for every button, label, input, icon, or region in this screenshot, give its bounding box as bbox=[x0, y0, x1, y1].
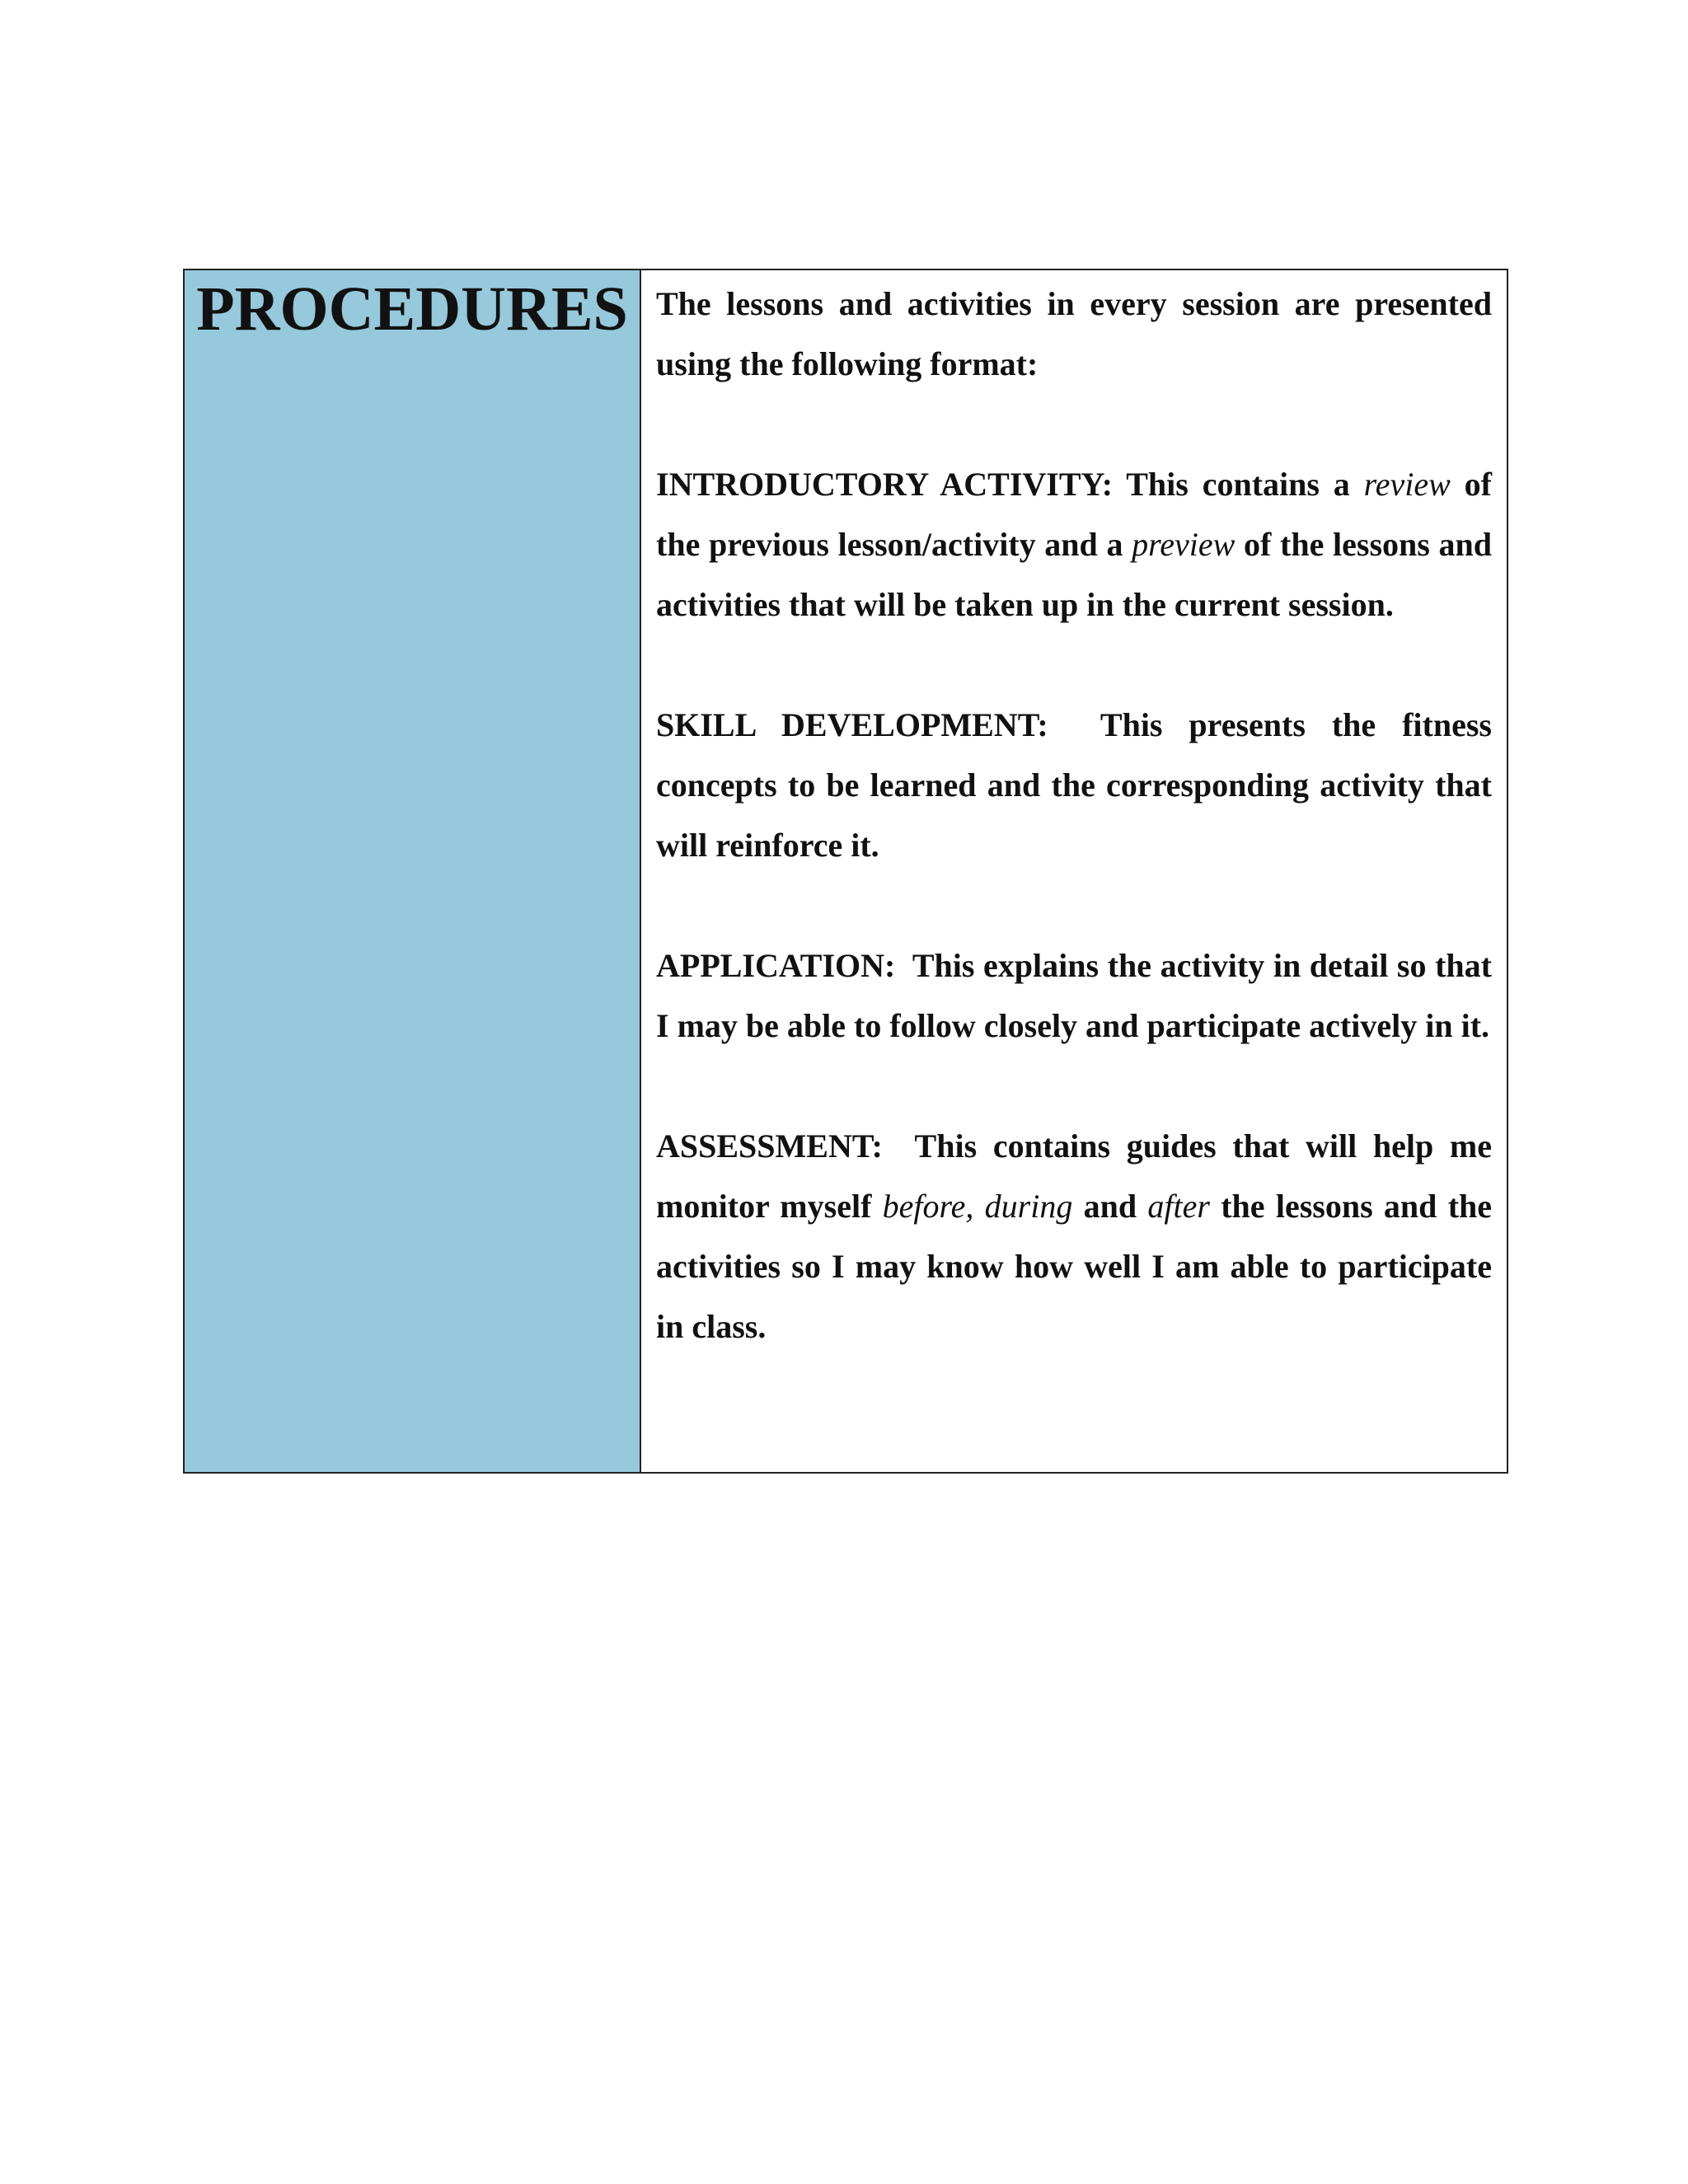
procedures-heading: PROCEDURES bbox=[196, 274, 628, 344]
procedures-label-cell bbox=[185, 270, 641, 1472]
skill-development-paragraph bbox=[656, 695, 1500, 875]
assessment-text-3: the lessons and the activities so I may know how well I am able to participate in class. bbox=[656, 1188, 1493, 1345]
assessment-text-2: and bbox=[1072, 1188, 1148, 1225]
review-emphasis: review bbox=[1363, 466, 1451, 503]
skill-development-label: SKILL DEVELOPMENT: bbox=[656, 706, 1048, 743]
introductory-activity-paragraph bbox=[656, 454, 1492, 635]
preview-emphasis: preview bbox=[1132, 526, 1236, 563]
application-text: This explains the activity in detail so that I may be able to follow closely and participate actively in it. bbox=[656, 947, 1500, 1044]
after-emphasis: after bbox=[1147, 1188, 1210, 1225]
introductory-text-3: of the lessons and activities that will be taken up in the current session. bbox=[656, 526, 1492, 623]
before-during-emphasis: before, during bbox=[882, 1188, 1073, 1225]
introductory-text-2: of the previous lesson/activity and a bbox=[656, 466, 1492, 563]
skill-development-text: This presents the fitness concepts to be learned and the corresponding activity that will reinforce it. bbox=[656, 706, 1500, 864]
assessment-paragraph bbox=[656, 1116, 1500, 1357]
assessment-text-1: This contains guides that will help me monitor myself bbox=[656, 1127, 1500, 1225]
intro-paragraph: The lessons and activities in every session are presented using the following format: bbox=[656, 285, 1492, 382]
application-paragraph bbox=[656, 935, 1500, 1056]
introductory-text-1: This contains a bbox=[1113, 466, 1364, 503]
assessment-label: ASSESSMENT: bbox=[656, 1127, 883, 1165]
application-label: APPLICATION: bbox=[656, 947, 896, 984]
introductory-activity-label: INTRODUCTORY ACTIVITY: bbox=[656, 466, 1114, 503]
procedures-table bbox=[183, 269, 1508, 1474]
procedures-content-cell bbox=[641, 270, 1507, 1472]
